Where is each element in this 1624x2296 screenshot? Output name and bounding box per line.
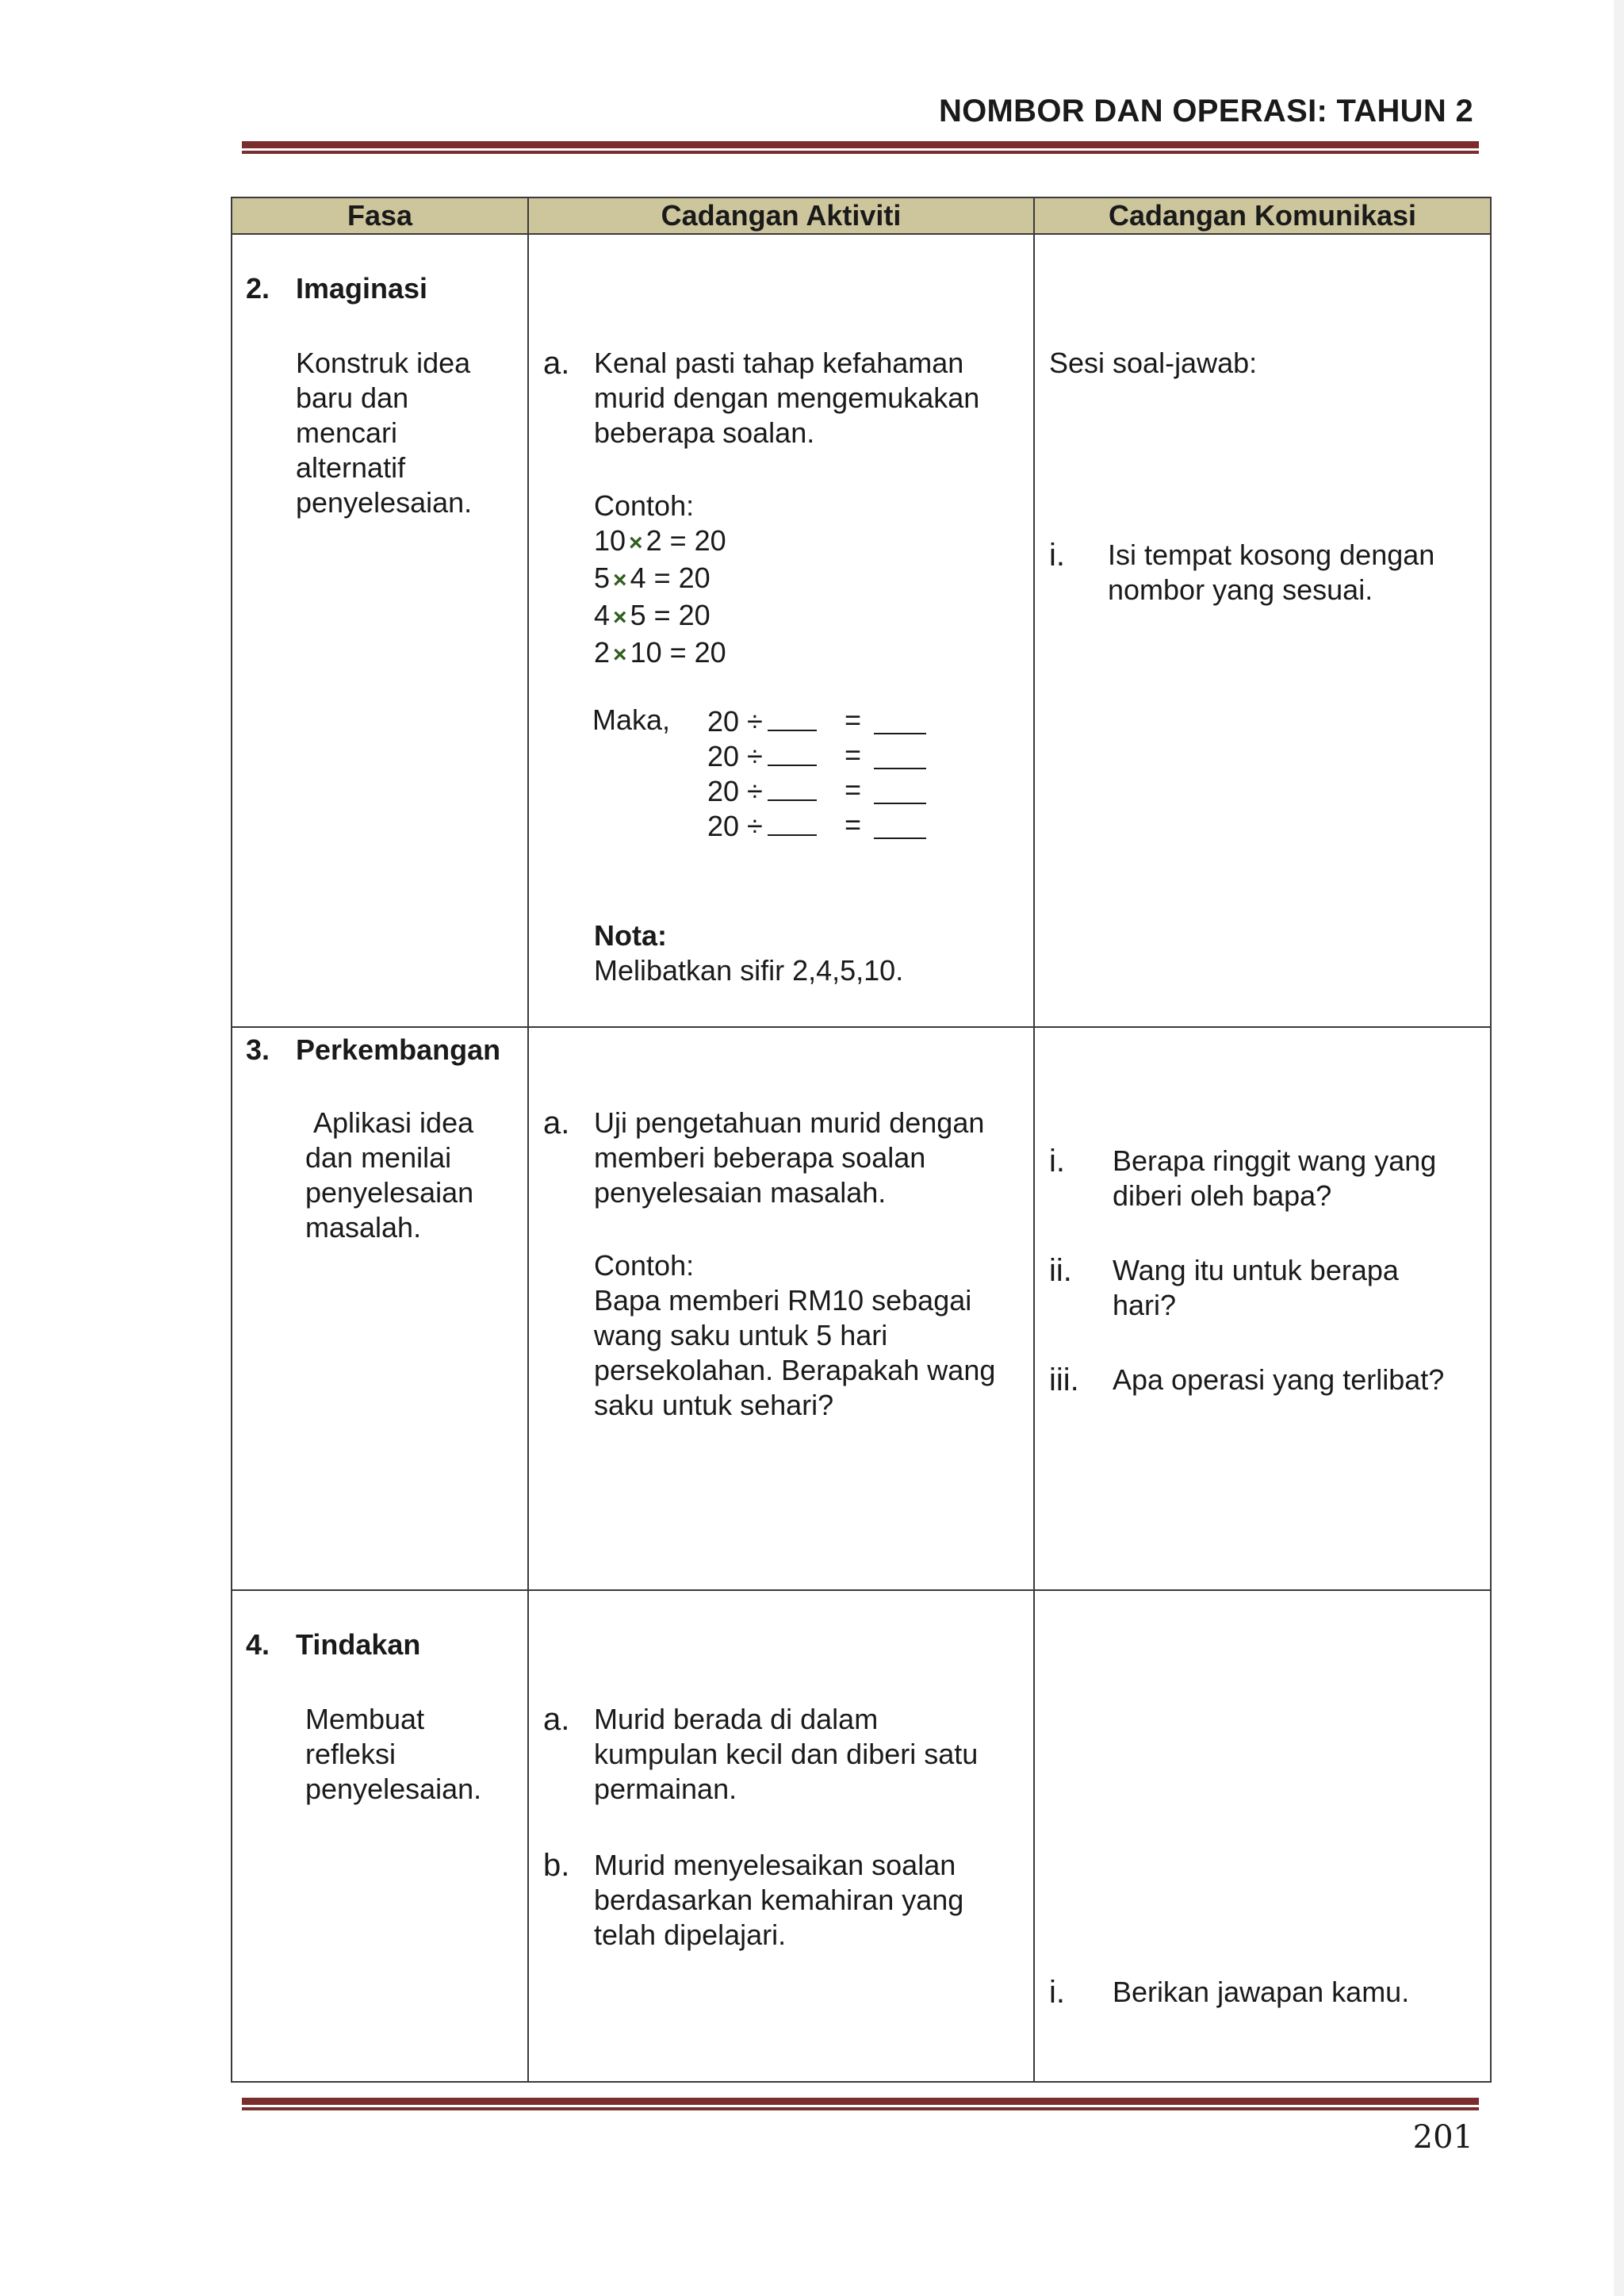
- multiplication-row: 2 × 10 = 20: [594, 636, 726, 669]
- communication-item: i. Berikan jawapan kamu.: [1049, 1975, 1410, 2010]
- page-edge: [1614, 0, 1624, 2296]
- phase-cell: [232, 1027, 528, 1590]
- example-label: Contoh:: [594, 1249, 695, 1282]
- header-rule: [242, 141, 1479, 154]
- item-marker: iii.: [1049, 1363, 1079, 1397]
- multiply-icon: ×: [629, 530, 643, 556]
- table-header-row: [232, 197, 1491, 234]
- item-marker: a.: [543, 346, 570, 381]
- division-row: 20 ÷ =: [592, 807, 957, 842]
- phase-name: Perkembangan: [296, 1033, 501, 1066]
- item-marker: i.: [1049, 1144, 1065, 1179]
- activity-item: b. Murid menyelesaikan soalan berdasarkan kemahiran yang telah dipelajari.: [543, 1848, 964, 1951]
- communication-item: iii. Apa operasi yang terlibat?: [1049, 1363, 1445, 1397]
- phase-description: Aplikasi idea dan menilai penyelesaian masalah.: [305, 1106, 474, 1244]
- activity-cell: [528, 1027, 1034, 1590]
- note-block: [543, 918, 1022, 988]
- communication-item: i. Berapa ringgit wang yang diberi oleh bapa?: [1049, 1144, 1437, 1212]
- phase-cell: [232, 234, 528, 1027]
- maka-label: Maka,: [592, 703, 671, 736]
- multiplication-row: 10 × 2 = 20: [594, 524, 726, 557]
- page-number: 201: [1412, 2119, 1473, 2156]
- activity-item: a. Uji pengetahuan murid dengan memberi beberapa soalan penyelesaian masalah. Contoh: Bapa memberi RM10 sebagai wang saku untuk 5 hari persekolahan. Berapakah wang saku untuk sehari?: [543, 1106, 1022, 1423]
- item-marker: i.: [1049, 1975, 1065, 2010]
- communication-cell: [1034, 1590, 1491, 2082]
- note-text: Melibatkan sifir 2,4,5,10.: [594, 954, 904, 987]
- activity-cell: [528, 1590, 1034, 2082]
- phase-name: Tindakan: [296, 1628, 421, 1661]
- phase-name: Imaginasi: [296, 272, 428, 305]
- phase-description: Membuat refleksi penyelesaian.: [305, 1703, 482, 1805]
- item-marker: a.: [543, 1702, 570, 1737]
- division-row: 20 ÷ =: [592, 772, 957, 807]
- multiplication-row: 4 × 5 = 20: [594, 599, 710, 631]
- page-title: NOMBOR DAN OPERASI: TAHUN 2: [938, 94, 1473, 128]
- activity-item: a. Kenal pasti tahap kefahaman murid dengan mengemukakan beberapa soalan. Contoh: 10 × 2 = 20 5 × 4 = 20 4 × 5 = 20 2 × 10 = 20: [543, 346, 1022, 673]
- communication-item: ii. Wang itu untuk berapa hari?: [1049, 1253, 1399, 1321]
- footer-rule: [242, 2098, 1479, 2110]
- item-marker: i.: [1049, 538, 1065, 573]
- division-row: 20 ÷ =: [592, 738, 957, 772]
- communication-cell: [1034, 1027, 1491, 1590]
- phase-number: 2.: [246, 272, 270, 305]
- multiply-icon: ×: [613, 604, 627, 631]
- column-header-aktiviti: Cadangan Aktiviti: [528, 197, 1034, 234]
- phase-cell: [232, 1590, 528, 2082]
- item-marker: a.: [543, 1106, 570, 1140]
- table-row: [232, 1027, 1491, 1590]
- activity-cell: [528, 234, 1034, 1027]
- column-header-komunikasi: Cadangan Komunikasi: [1034, 197, 1491, 234]
- phase-table: [231, 197, 1492, 2083]
- example-label: Contoh:: [594, 489, 695, 522]
- item-marker: ii.: [1049, 1253, 1072, 1288]
- communication-item: i. Isi tempat kosong dengan nombor yang sesuai.: [1049, 538, 1435, 606]
- item-marker: b.: [543, 1848, 570, 1883]
- activity-item: a. Murid berada di dalam kumpulan kecil dan diberi satu permainan.: [543, 1702, 979, 1805]
- communication-intro: Sesi soal-jawab:: [1049, 347, 1258, 379]
- note-label: Nota:: [594, 919, 667, 952]
- division-row: Maka, 20 ÷ =: [592, 703, 957, 738]
- table-row: [232, 1590, 1491, 2082]
- phase-number: 3.: [246, 1033, 270, 1066]
- communication-cell: [1034, 234, 1491, 1027]
- multiply-icon: ×: [613, 642, 627, 668]
- column-header-fasa: Fasa: [232, 197, 528, 234]
- multiply-icon: ×: [613, 567, 627, 593]
- multiplication-row: 5 × 4 = 20: [594, 562, 710, 594]
- table-row: [232, 234, 1491, 1027]
- phase-number: 4.: [246, 1628, 270, 1661]
- phase-description: Konstruk idea baru dan mencari alternatif penyelesaian.: [296, 347, 473, 519]
